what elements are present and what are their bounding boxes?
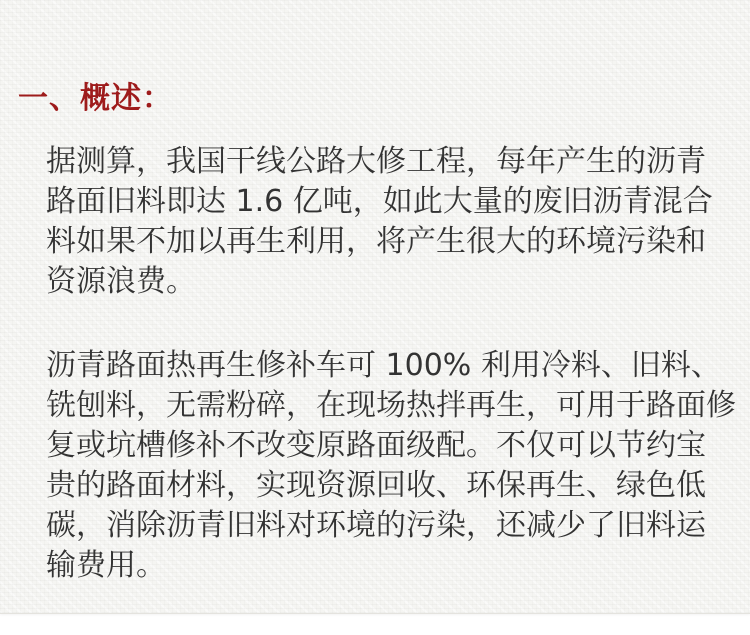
- text-line: 料如果不加以再生利用，将产生很大的环境污染和: [46, 224, 706, 259]
- text-line: 铣刨料，无需粉碎，在现场热拌再生，可用于路面修: [46, 388, 736, 423]
- paragraph-overview-1: [46, 142, 714, 302]
- text-line: 据测算，我国干线公路大修工程，每年产生的沥青: [46, 144, 706, 179]
- text-line: 碳，消除沥青旧料对环境的污染，还减少了旧料运: [46, 508, 706, 543]
- text-line: 路面旧料即达 1.6 亿吨，如此大量的废旧沥青混合: [46, 184, 713, 219]
- text-line: 复或坑槽修补不改变原路面级配。不仅可以节约宝: [46, 428, 706, 463]
- text-line: 沥青路面热再生修补车可 100% 利用冷料、旧料、: [46, 348, 721, 383]
- section-heading: 一、概述：: [18, 81, 173, 116]
- text-line: 输费用。: [46, 548, 166, 583]
- text-line: 资源浪费。: [46, 264, 196, 299]
- text-line: 贵的路面材料，实现资源回收、环保再生、绿色低: [46, 468, 706, 503]
- paragraph-overview-2: [46, 346, 736, 586]
